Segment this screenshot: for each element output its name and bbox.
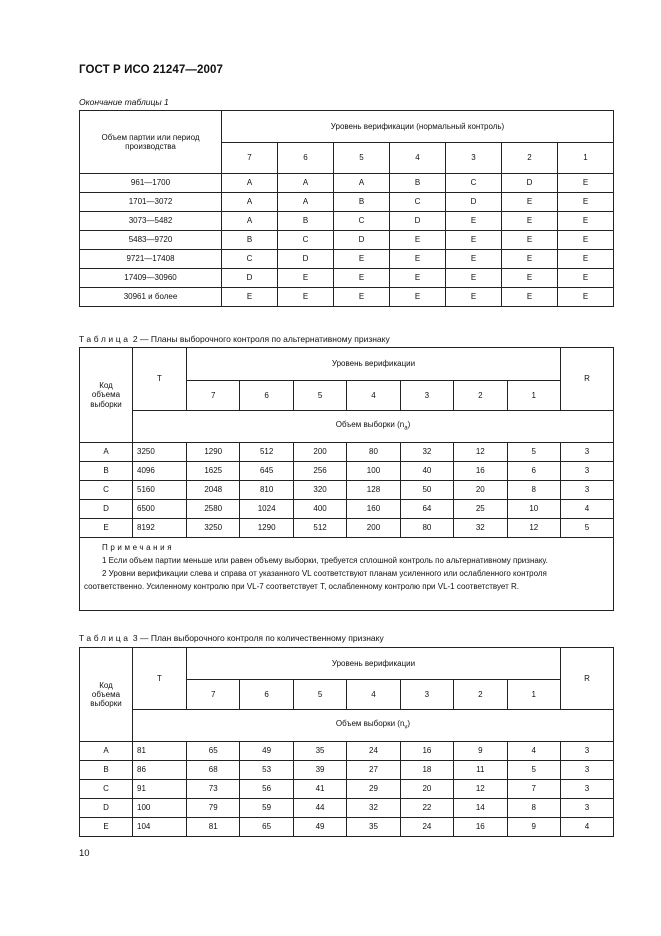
lot-size-cell: 30961 и более (80, 288, 222, 307)
table2-caption-text: 2 — Планы выборочного контроля по альтернативному признаку (132, 334, 390, 344)
level-cell: 5 (334, 143, 390, 174)
table3-t-header: T (133, 648, 187, 710)
table-row (80, 212, 614, 231)
table-row (80, 269, 614, 288)
code-cell: E (446, 250, 502, 269)
table-row (80, 462, 614, 481)
sample-size-cell: 65 (240, 818, 293, 837)
sample-size-cell: 44 (293, 799, 346, 818)
sample-size-cell: 645 (240, 462, 293, 481)
code-cell: D (278, 250, 334, 269)
table3-caption (79, 633, 384, 643)
table2-sample-header: Объем выборки $(n_a)$ (133, 411, 614, 443)
table2 (79, 347, 614, 611)
level-cell: 2 (454, 381, 507, 411)
level-cell: 4 (347, 381, 400, 411)
sample-size-cell: 29 (347, 780, 400, 799)
sample-size-cell: 6 (507, 462, 560, 481)
r-cell: 3 (561, 443, 614, 462)
level-cell: 5 (293, 381, 346, 411)
sample-size-cell: 49 (240, 742, 293, 761)
sample-code-cell: D (80, 799, 133, 818)
code-cell: E (558, 212, 614, 231)
sample-size-cell: 7 (507, 780, 560, 799)
sample-size-cell: 1024 (240, 500, 293, 519)
sample-size-cell: 27 (347, 761, 400, 780)
sample-size-cell: 81 (187, 818, 240, 837)
code-cell: E (334, 250, 390, 269)
code-cell: E (502, 231, 558, 250)
sample-size-cell: 80 (400, 519, 453, 538)
code-cell: C (278, 231, 334, 250)
sample-size-cell: 512 (240, 443, 293, 462)
code-cell: E (278, 288, 334, 307)
sample-code-cell: B (80, 462, 133, 481)
sample-size-cell: 24 (347, 742, 400, 761)
sample-size-cell: 5 (507, 443, 560, 462)
notes-title: Примечания (102, 543, 175, 552)
lot-size-cell: 3073—5482 (80, 212, 222, 231)
sample-size-cell: 32 (347, 799, 400, 818)
sample-size-cell: 20 (454, 481, 507, 500)
r-cell: 3 (561, 742, 614, 761)
table1-caption: Окончание таблицы 1 (79, 97, 169, 107)
lot-size-cell: 961—1700 (80, 174, 222, 193)
table-row (80, 818, 614, 837)
code-cell: B (222, 231, 278, 250)
code-cell: E (558, 250, 614, 269)
sample-code-cell: B (80, 761, 133, 780)
t-cell: 4096 (133, 462, 187, 481)
table2-code-header: Код объема выборки (80, 348, 133, 443)
code-cell: E (334, 269, 390, 288)
sample-size-cell: 128 (347, 481, 400, 500)
sample-size-cell: 200 (347, 519, 400, 538)
table3-caption-label: Таблица (79, 633, 131, 643)
sample-size-cell: 35 (347, 818, 400, 837)
code-cell: E (502, 193, 558, 212)
level-cell: 5 (293, 680, 346, 710)
lot-size-cell: 9721—17408 (80, 250, 222, 269)
table-row (80, 443, 614, 462)
table-row (80, 288, 614, 307)
code-cell: A (222, 193, 278, 212)
sample-size-cell: 56 (240, 780, 293, 799)
sample-code-cell: C (80, 780, 133, 799)
sample-size-cell: 9 (454, 742, 507, 761)
sample-size-cell: 810 (240, 481, 293, 500)
level-cell: 1 (507, 381, 560, 411)
sample-size-cell: 22 (400, 799, 453, 818)
code-cell: E (502, 250, 558, 269)
level-cell: 3 (446, 143, 502, 174)
t-cell: 86 (133, 761, 187, 780)
sample-size-cell: 12 (454, 443, 507, 462)
level-cell: 7 (222, 143, 278, 174)
code-cell: E (446, 288, 502, 307)
code-cell: A (278, 193, 334, 212)
code-cell: C (446, 174, 502, 193)
sample-size-cell: 39 (293, 761, 346, 780)
sample-size-cell: 12 (507, 519, 560, 538)
sample-size-cell: 16 (400, 742, 453, 761)
code-cell: E (390, 288, 446, 307)
sample-size-cell: 200 (293, 443, 346, 462)
lot-size-cell: 17409—30960 (80, 269, 222, 288)
sample-size-cell: 73 (187, 780, 240, 799)
code-cell: E (502, 288, 558, 307)
sample-size-cell: 79 (187, 799, 240, 818)
code-cell: E (558, 174, 614, 193)
r-cell: 3 (561, 462, 614, 481)
sample-code-cell: C (80, 481, 133, 500)
code-cell: C (390, 193, 446, 212)
table2-notes (80, 538, 614, 611)
code-cell: A (222, 212, 278, 231)
code-cell: D (502, 174, 558, 193)
table3-code-header: Код объема выборки (80, 648, 133, 742)
r-cell: 3 (561, 780, 614, 799)
table3-r-header: R (561, 648, 614, 710)
sample-size-cell: 5 (507, 761, 560, 780)
code-cell: E (446, 269, 502, 288)
code-cell: E (558, 269, 614, 288)
table2-caption-label: Таблица (79, 334, 131, 344)
table1 (79, 110, 614, 307)
code-cell: B (334, 193, 390, 212)
table-row (80, 500, 614, 519)
sample-size-cell: 2580 (187, 500, 240, 519)
sample-size-cell: 49 (293, 818, 346, 837)
sample-size-cell: 400 (293, 500, 346, 519)
sample-size-cell: 50 (400, 481, 453, 500)
t-cell: 81 (133, 742, 187, 761)
sample-size-cell: 32 (454, 519, 507, 538)
table-row (80, 780, 614, 799)
page-number: 10 (79, 848, 90, 859)
sample-code-cell: A (80, 443, 133, 462)
code-cell: D (334, 231, 390, 250)
code-cell: A (334, 174, 390, 193)
sample-size-cell: 1625 (187, 462, 240, 481)
r-cell: 5 (561, 519, 614, 538)
code-cell: E (278, 269, 334, 288)
sample-size-cell: 32 (400, 443, 453, 462)
sample-size-cell: 512 (293, 519, 346, 538)
sample-size-cell: 64 (400, 500, 453, 519)
code-cell: D (446, 193, 502, 212)
table-row (80, 481, 614, 500)
sample-size-cell: 24 (400, 818, 453, 837)
code-cell: D (222, 269, 278, 288)
t-cell: 91 (133, 780, 187, 799)
t-cell: 8192 (133, 519, 187, 538)
code-cell: B (390, 174, 446, 193)
level-cell: 6 (240, 381, 293, 411)
t-cell: 100 (133, 799, 187, 818)
sample-size-cell: 100 (347, 462, 400, 481)
code-cell: A (222, 174, 278, 193)
sample-size-cell: 68 (187, 761, 240, 780)
sample-code-cell: D (80, 500, 133, 519)
level-cell: 6 (240, 680, 293, 710)
code-cell: E (390, 269, 446, 288)
table2-t-header: T (133, 348, 187, 411)
sample-size-cell: 11 (454, 761, 507, 780)
sample-size-cell: 160 (347, 500, 400, 519)
table1-row-header: Объем партии или период производства (80, 111, 222, 174)
table-row (80, 519, 614, 538)
sample-size-cell: 2048 (187, 481, 240, 500)
level-cell: 4 (347, 680, 400, 710)
code-cell: E (390, 231, 446, 250)
lot-size-cell: 5483—9720 (80, 231, 222, 250)
sample-size-cell: 35 (293, 742, 346, 761)
sample-size-cell: 25 (454, 500, 507, 519)
table-row (80, 250, 614, 269)
r-cell: 4 (561, 500, 614, 519)
level-cell: 4 (390, 143, 446, 174)
sample-size-cell: 4 (507, 742, 560, 761)
code-cell: E (558, 288, 614, 307)
code-cell: E (502, 212, 558, 231)
code-cell: E (558, 193, 614, 212)
sample-size-cell: 1290 (187, 443, 240, 462)
table3-group-header: Уровень верификации (187, 648, 561, 680)
note-2: 2 Уровни верификации слева и справа от указанного VL соответствуют планам усиленного или ослабленного контроля соответственно. Усиленному контролю при VL-7 соответствует T, ослабленному контролю при VL-1 соответствует R. (84, 569, 547, 591)
t-cell: 6500 (133, 500, 187, 519)
sample-size-cell: 18 (400, 761, 453, 780)
t-cell: 5160 (133, 481, 187, 500)
code-cell: E (334, 288, 390, 307)
sample-size-cell: 320 (293, 481, 346, 500)
sample-size-cell: 8 (507, 799, 560, 818)
table-row (80, 761, 614, 780)
sample-size-cell: 16 (454, 462, 507, 481)
table3 (79, 647, 614, 837)
sample-code-cell: E (80, 818, 133, 837)
table-row (80, 193, 614, 212)
t-cell: 3250 (133, 443, 187, 462)
r-cell: 3 (561, 799, 614, 818)
code-cell: B (278, 212, 334, 231)
code-cell: E (390, 250, 446, 269)
sample-size-cell: 80 (347, 443, 400, 462)
level-cell: 7 (187, 381, 240, 411)
code-cell: E (502, 269, 558, 288)
code-cell: E (446, 231, 502, 250)
lot-size-cell: 1701—3072 (80, 193, 222, 212)
level-cell: 3 (400, 381, 453, 411)
sample-size-cell: 65 (187, 742, 240, 761)
t-cell: 104 (133, 818, 187, 837)
note-1: 1 Если объем партии меньше или равен объему выборки, требуется сплошной контроль по альтернативному признаку. (102, 556, 548, 565)
level-cell: 6 (278, 143, 334, 174)
r-cell: 3 (561, 761, 614, 780)
document-header: ГОСТ Р ИСО 21247—2007 (79, 64, 224, 76)
sample-code-cell: E (80, 519, 133, 538)
sample-size-cell: 1290 (240, 519, 293, 538)
level-cell: 2 (454, 680, 507, 710)
sample-size-cell: 12 (454, 780, 507, 799)
sample-size-cell: 10 (507, 500, 560, 519)
level-cell: 2 (502, 143, 558, 174)
code-cell: E (558, 231, 614, 250)
sample-size-cell: 20 (400, 780, 453, 799)
table2-group-header: Уровень верификации (187, 348, 561, 381)
sample-size-cell: 53 (240, 761, 293, 780)
level-cell: 3 (400, 680, 453, 710)
sample-size-cell: 59 (240, 799, 293, 818)
table1-group-header: Уровень верификации (нормальный контроль) (222, 111, 614, 143)
table2-caption (79, 334, 390, 344)
level-cell: 1 (558, 143, 614, 174)
code-cell: C (334, 212, 390, 231)
code-cell: E (446, 212, 502, 231)
code-cell: A (278, 174, 334, 193)
table-row (80, 799, 614, 818)
code-cell: D (390, 212, 446, 231)
table3-sample-header: Объем выборки $(n_v)$ (133, 710, 614, 742)
table2-r-header: R (561, 348, 614, 411)
sample-size-cell: 9 (507, 818, 560, 837)
r-cell: 4 (561, 818, 614, 837)
level-cell: 7 (187, 680, 240, 710)
sample-code-cell: A (80, 742, 133, 761)
code-cell: C (222, 250, 278, 269)
sample-size-cell: 14 (454, 799, 507, 818)
table-row (80, 742, 614, 761)
sample-size-cell: 8 (507, 481, 560, 500)
sample-size-cell: 3250 (187, 519, 240, 538)
table3-caption-text: 3 — План выборочного контроля по количественному признаку (132, 633, 384, 643)
sample-size-cell: 41 (293, 780, 346, 799)
sample-size-cell: 256 (293, 462, 346, 481)
table-row (80, 231, 614, 250)
level-cell: 1 (507, 680, 560, 710)
r-cell: 3 (561, 481, 614, 500)
sample-size-cell: 16 (454, 818, 507, 837)
code-cell: E (222, 288, 278, 307)
table-row (80, 174, 614, 193)
sample-size-cell: 40 (400, 462, 453, 481)
